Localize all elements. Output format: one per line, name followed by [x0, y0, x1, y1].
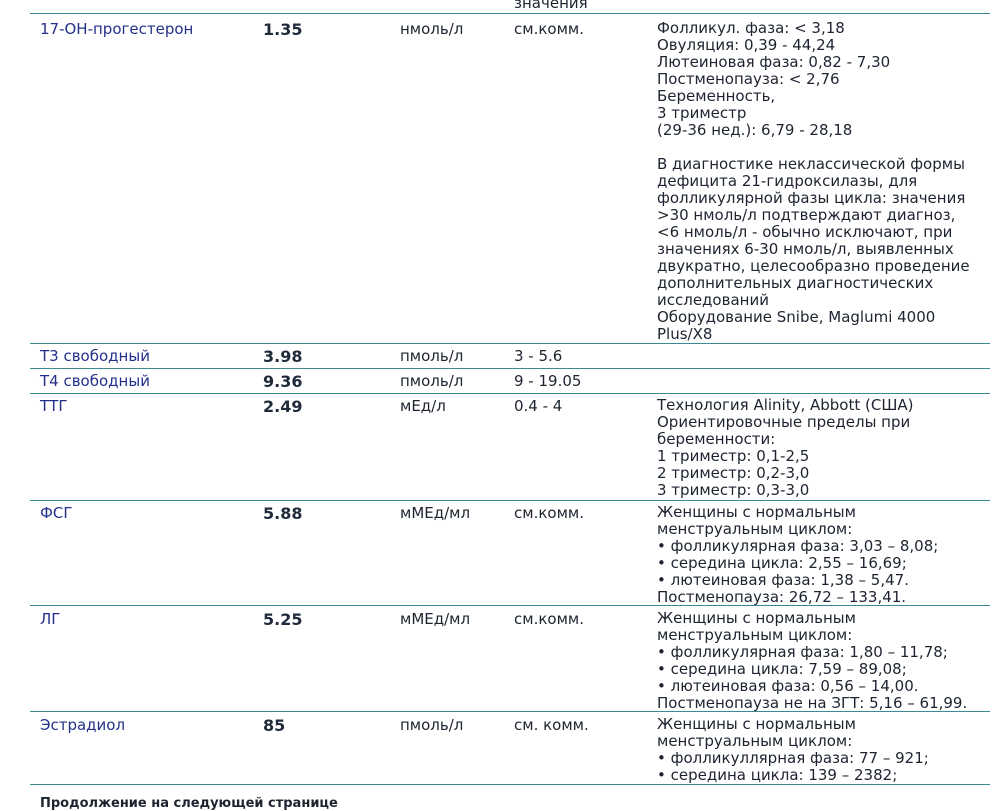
test-value: 5.88	[263, 504, 303, 523]
note-line: Ориентировочные пределы при	[657, 413, 911, 431]
test-value: 1.35	[263, 20, 303, 39]
test-name: Эстрадиол	[40, 716, 126, 734]
test-unit: пмоль/л	[400, 716, 464, 734]
note-line: Постменопауза не на ЗГТ: 5,16 – 61,99.	[657, 694, 968, 712]
test-name: Т4 свободный	[40, 372, 150, 390]
test-notes	[657, 397, 914, 499]
test-notes	[657, 20, 970, 343]
table-divider	[30, 605, 990, 606]
note-line: Постменопауза: < 2,76	[657, 70, 840, 88]
test-name: 17-ОН-прогестерон	[40, 20, 194, 38]
table-divider	[30, 393, 990, 394]
note-line: 3 триместр	[657, 104, 747, 122]
note-line: Женщины с нормальным	[657, 715, 856, 733]
note-line: значениях 6-30 нмоль/л, выявленных	[657, 240, 954, 258]
continued-footer: Продолжение на следующей странице	[40, 796, 338, 811]
test-notes	[657, 610, 967, 712]
test-value: 9.36	[263, 372, 303, 391]
note-line: Лютеиновая фаза: 0,82 - 7,30	[657, 53, 891, 71]
note-line: <6 нмоль/л - обычно исключают, при	[657, 223, 953, 241]
table-divider	[30, 343, 990, 344]
test-name: ФСГ	[40, 504, 73, 522]
test-unit: мМЕд/мл	[400, 610, 471, 628]
note-line: • фолликулярная фаза: 1,80 – 11,78;	[657, 643, 948, 661]
test-value: 3.98	[263, 347, 303, 366]
test-unit: нмоль/л	[400, 20, 464, 38]
note-line: 2 триместр: 0,2-3,0	[657, 464, 810, 482]
note-line: Женщины с нормальным	[657, 609, 856, 627]
test-reference: 3 - 5.6	[514, 347, 563, 365]
note-line: менструальным циклом:	[657, 520, 853, 538]
test-name: ТТГ	[40, 397, 68, 415]
test-unit: мМЕд/мл	[400, 504, 471, 522]
note-line: • середина цикла: 7,59 – 89,08;	[657, 660, 907, 678]
test-reference: см.комм.	[514, 20, 584, 38]
note-line: беременности:	[657, 430, 776, 448]
note-line: 1 триместр: 0,1-2,5	[657, 447, 810, 465]
test-notes	[657, 504, 938, 606]
test-reference: см. комм.	[514, 716, 589, 734]
table-divider	[30, 13, 990, 14]
test-value: 85	[263, 716, 286, 735]
note-line: фолликулярной фазы цикла: значения	[657, 189, 966, 207]
test-reference: см.комм.	[514, 504, 584, 522]
note-line: • середина цикла: 2,55 – 16,69;	[657, 554, 907, 572]
note-line: • лютеиновая фаза: 1,38 – 5,47.	[657, 571, 909, 589]
table-divider	[30, 784, 990, 785]
note-line: 3 триместр: 0,3-3,0	[657, 481, 810, 499]
test-unit: мЕд/л	[400, 397, 446, 415]
test-reference: см.комм.	[514, 610, 584, 628]
note-line	[657, 139, 970, 156]
note-line: • фолликулярная фаза: 3,03 – 8,08;	[657, 537, 939, 555]
note-line: • середина цикла: 139 – 2382;	[657, 766, 898, 784]
note-line: Фолликул. фаза: < 3,18	[657, 19, 845, 37]
note-line: Овуляция: 0,39 - 44,24	[657, 36, 836, 54]
note-line: двукратно, целесообразно проведение	[657, 257, 970, 275]
reference-column-header: значения	[514, 0, 588, 12]
test-reference: 9 - 19.05	[514, 372, 582, 390]
note-line: • фолликуллярная фаза: 77 – 921;	[657, 749, 929, 767]
test-value: 2.49	[263, 397, 303, 416]
note-line: Оборудование Snibe, Maglumi 4000	[657, 308, 936, 326]
note-line: • лютеиновая фаза: 0,56 – 14,00.	[657, 677, 919, 695]
note-line: менструальным циклом:	[657, 626, 853, 644]
note-line: дополнительных диагностических	[657, 274, 934, 292]
note-line: Plus/X8	[657, 325, 713, 343]
test-name: ЛГ	[40, 610, 61, 628]
note-line: (29-36 нед.): 6,79 - 28,18	[657, 121, 853, 139]
note-line: >30 нмоль/л подтверждают диагноз,	[657, 206, 956, 224]
note-line: Постменопауза: 26,72 – 133,41.	[657, 588, 907, 606]
test-notes	[657, 716, 929, 784]
note-line: Женщины с нормальным	[657, 503, 856, 521]
note-line: Беременность,	[657, 87, 776, 105]
note-line: менструальным циклом:	[657, 732, 853, 750]
test-unit: пмоль/л	[400, 347, 464, 365]
table-divider	[30, 368, 990, 369]
test-unit: пмоль/л	[400, 372, 464, 390]
note-line: В диагностике неклассической формы	[657, 155, 965, 173]
test-value: 5.25	[263, 610, 303, 629]
test-name: Т3 свободный	[40, 347, 150, 365]
table-divider	[30, 500, 990, 501]
note-line: Технология Alinity, Abbott (США)	[657, 396, 914, 414]
note-line: дефицита 21-гидроксилазы, для	[657, 172, 918, 190]
table-divider	[30, 711, 990, 712]
note-line: исследований	[657, 291, 769, 309]
test-reference: 0.4 - 4	[514, 397, 563, 415]
